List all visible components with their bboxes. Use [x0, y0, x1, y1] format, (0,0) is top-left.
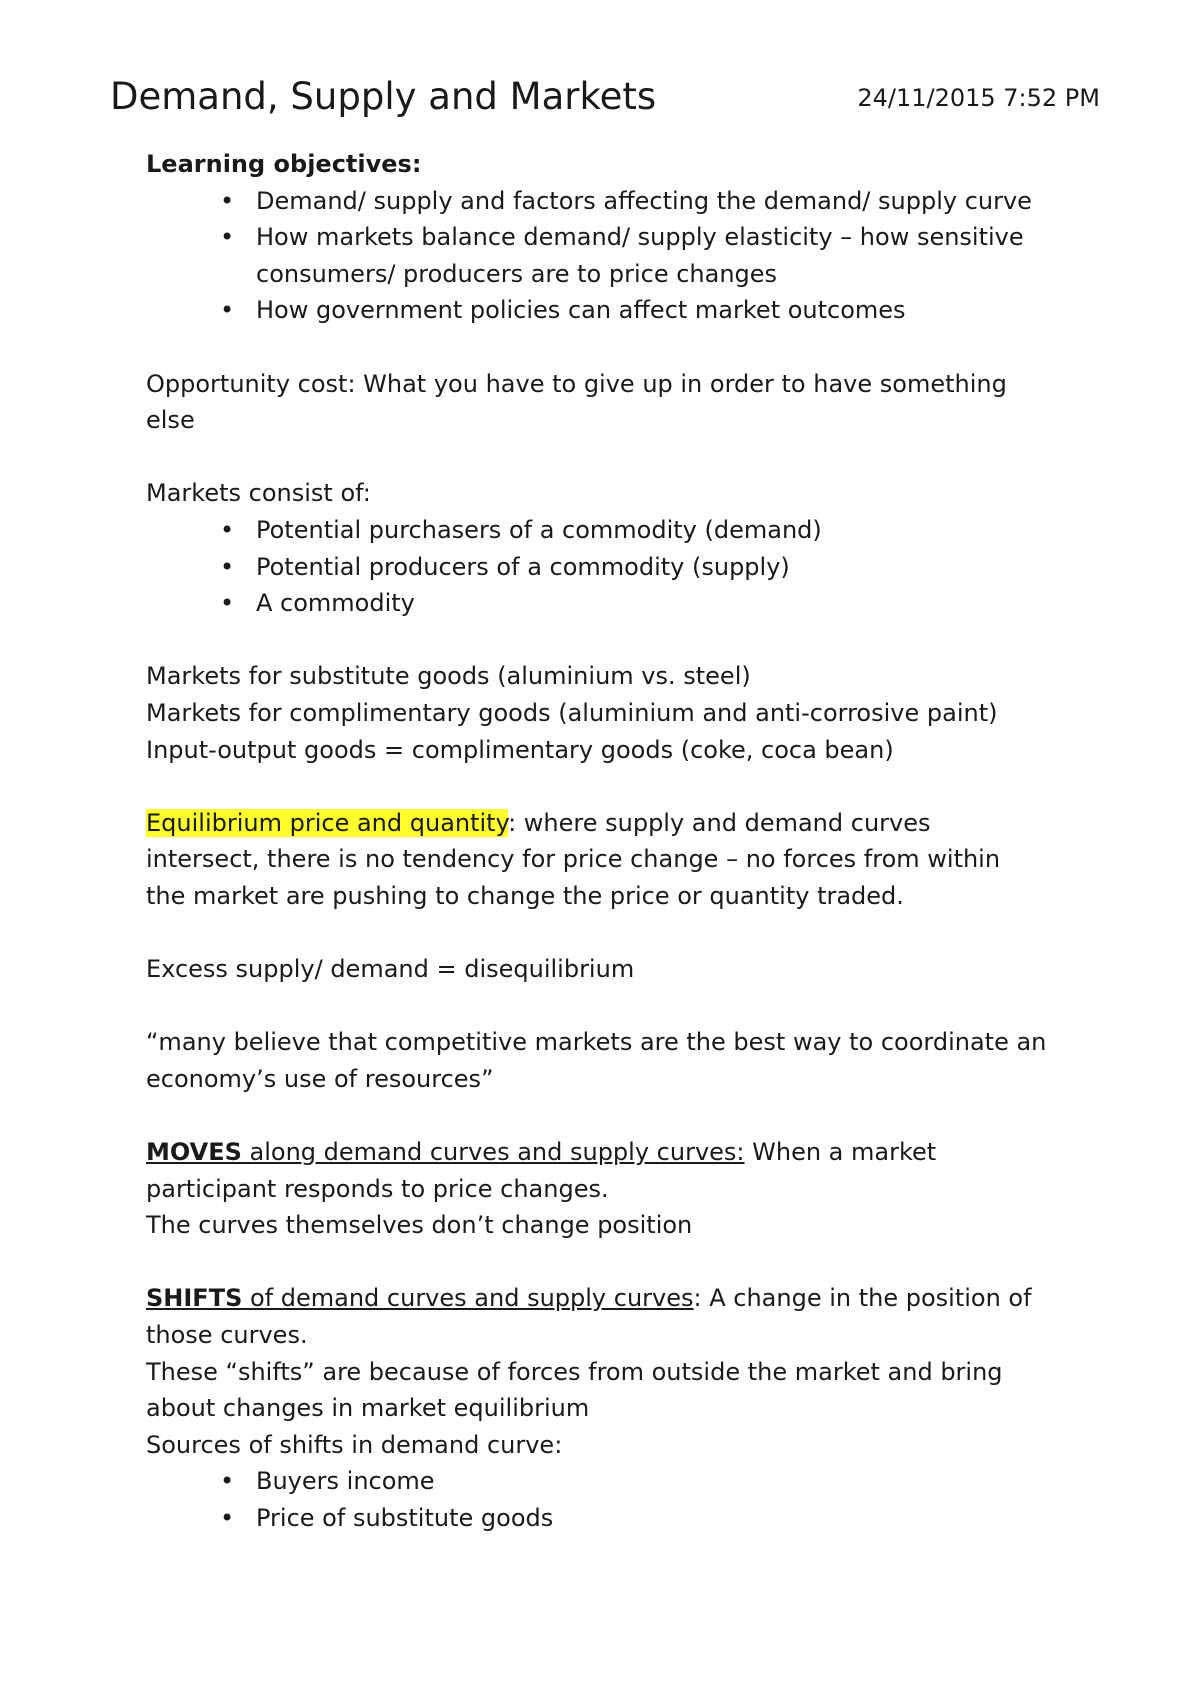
highlighted-term: Equilibrium price and quantity	[146, 808, 509, 837]
spacer	[146, 1097, 1086, 1134]
document-body	[146, 146, 1086, 1537]
spacer	[146, 439, 1086, 476]
disequilibrium-line: Excess supply/ demand = disequilibrium	[146, 955, 635, 984]
shifts-term	[146, 1284, 694, 1312]
bullet-icon: •	[220, 186, 235, 215]
list-item-text: Buyers income	[256, 1467, 435, 1496]
markets-consist-heading: Markets consist of:	[146, 479, 371, 508]
bullet-icon: •	[220, 1503, 235, 1532]
list-item	[146, 219, 1086, 256]
moves-line	[146, 1134, 1086, 1171]
equilibrium-line: intersect, there is no tendency for price change – no forces from within	[146, 845, 1001, 874]
spacer	[146, 914, 1086, 951]
list-item-text: Price of substitute goods	[256, 1503, 554, 1532]
list-item	[146, 1463, 1086, 1500]
shifts-line: Sources of shifts in demand curve:	[146, 1430, 563, 1459]
moves-definition: When a market	[744, 1138, 937, 1167]
moves-line: The curves themselves don’t change position	[146, 1211, 693, 1240]
bullet-icon: •	[220, 589, 235, 618]
equilibrium-definition: : where supply and demand curves	[508, 808, 931, 837]
document-timestamp: 24/11/2015 7:52 PM	[857, 84, 1100, 112]
document-title: Demand, Supply and Markets	[110, 75, 657, 118]
list-item	[146, 183, 1086, 220]
input-output-goods-line: Input-output goods = complimentary goods (coke, coca bean)	[146, 735, 894, 764]
bullet-icon: •	[220, 296, 235, 325]
list-item-text: Potential purchasers of a commodity (demand)	[256, 515, 822, 544]
list-item	[146, 512, 1086, 549]
spacer	[146, 1244, 1086, 1281]
bullet-icon: •	[220, 552, 235, 581]
equilibrium-line	[146, 805, 1086, 842]
list-item-text: A commodity	[256, 589, 415, 618]
shifts-term-bold: SHIFTS	[146, 1284, 243, 1313]
moves-line: participant responds to price changes.	[146, 1174, 609, 1203]
list-item-continuation	[146, 256, 1086, 293]
spacer	[146, 988, 1086, 1025]
bullet-icon: •	[220, 1467, 235, 1496]
spacer	[146, 329, 1086, 366]
list-item	[146, 549, 1086, 586]
shifts-line	[146, 1280, 1086, 1317]
moves-term	[146, 1138, 745, 1166]
list-item	[146, 585, 1086, 622]
shifts-line: These “shifts” are because of forces from outside the market and bring	[146, 1357, 1003, 1386]
quote-line: “many believe that competitive markets are the best way to coordinate an	[146, 1028, 1047, 1057]
moves-term-rest: along demand curves and supply curves:	[241, 1138, 745, 1167]
list-item	[146, 292, 1086, 329]
list-item-text: consumers/ producers are to price changes	[256, 259, 778, 288]
spacer	[146, 768, 1086, 805]
shifts-term-rest: of demand curves and supply curves	[242, 1284, 694, 1313]
quote-line: economy’s use of resources”	[146, 1064, 494, 1093]
complimentary-goods-line: Markets for complimentary goods (aluminium and anti-corrosive paint)	[146, 698, 998, 727]
moves-term-bold: MOVES	[146, 1138, 242, 1167]
shifts-line: those curves.	[146, 1321, 308, 1349]
substitute-goods-line: Markets for substitute goods (aluminium vs. steel)	[146, 662, 751, 691]
bullet-icon: •	[220, 515, 235, 544]
list-item	[146, 1500, 1086, 1537]
bullet-icon: •	[220, 223, 235, 252]
shifts-definition: : A change in the position of	[693, 1284, 1032, 1313]
shifts-line: about changes in market equilibrium	[146, 1394, 590, 1423]
opportunity-cost-line: Opportunity cost: What you have to give up in order to have something	[146, 369, 1007, 398]
list-item-text: Potential producers of a commodity (supply)	[256, 552, 790, 581]
learning-objectives-heading: Learning objectives:	[146, 150, 422, 178]
document-header	[110, 72, 1100, 122]
markets-consist-list	[146, 512, 1086, 622]
spacer	[146, 622, 1086, 659]
demand-shift-sources-list	[146, 1463, 1086, 1536]
learning-objectives-list	[146, 183, 1086, 329]
list-item-text: How markets balance demand/ supply elasticity – how sensitive	[256, 223, 1024, 252]
equilibrium-line: the market are pushing to change the price or quantity traded.	[146, 881, 904, 910]
list-item-text: Demand/ supply and factors affecting the demand/ supply curve	[256, 186, 1032, 215]
opportunity-cost-line: else	[146, 406, 195, 435]
list-item-text: How government policies can affect market outcomes	[256, 296, 906, 325]
